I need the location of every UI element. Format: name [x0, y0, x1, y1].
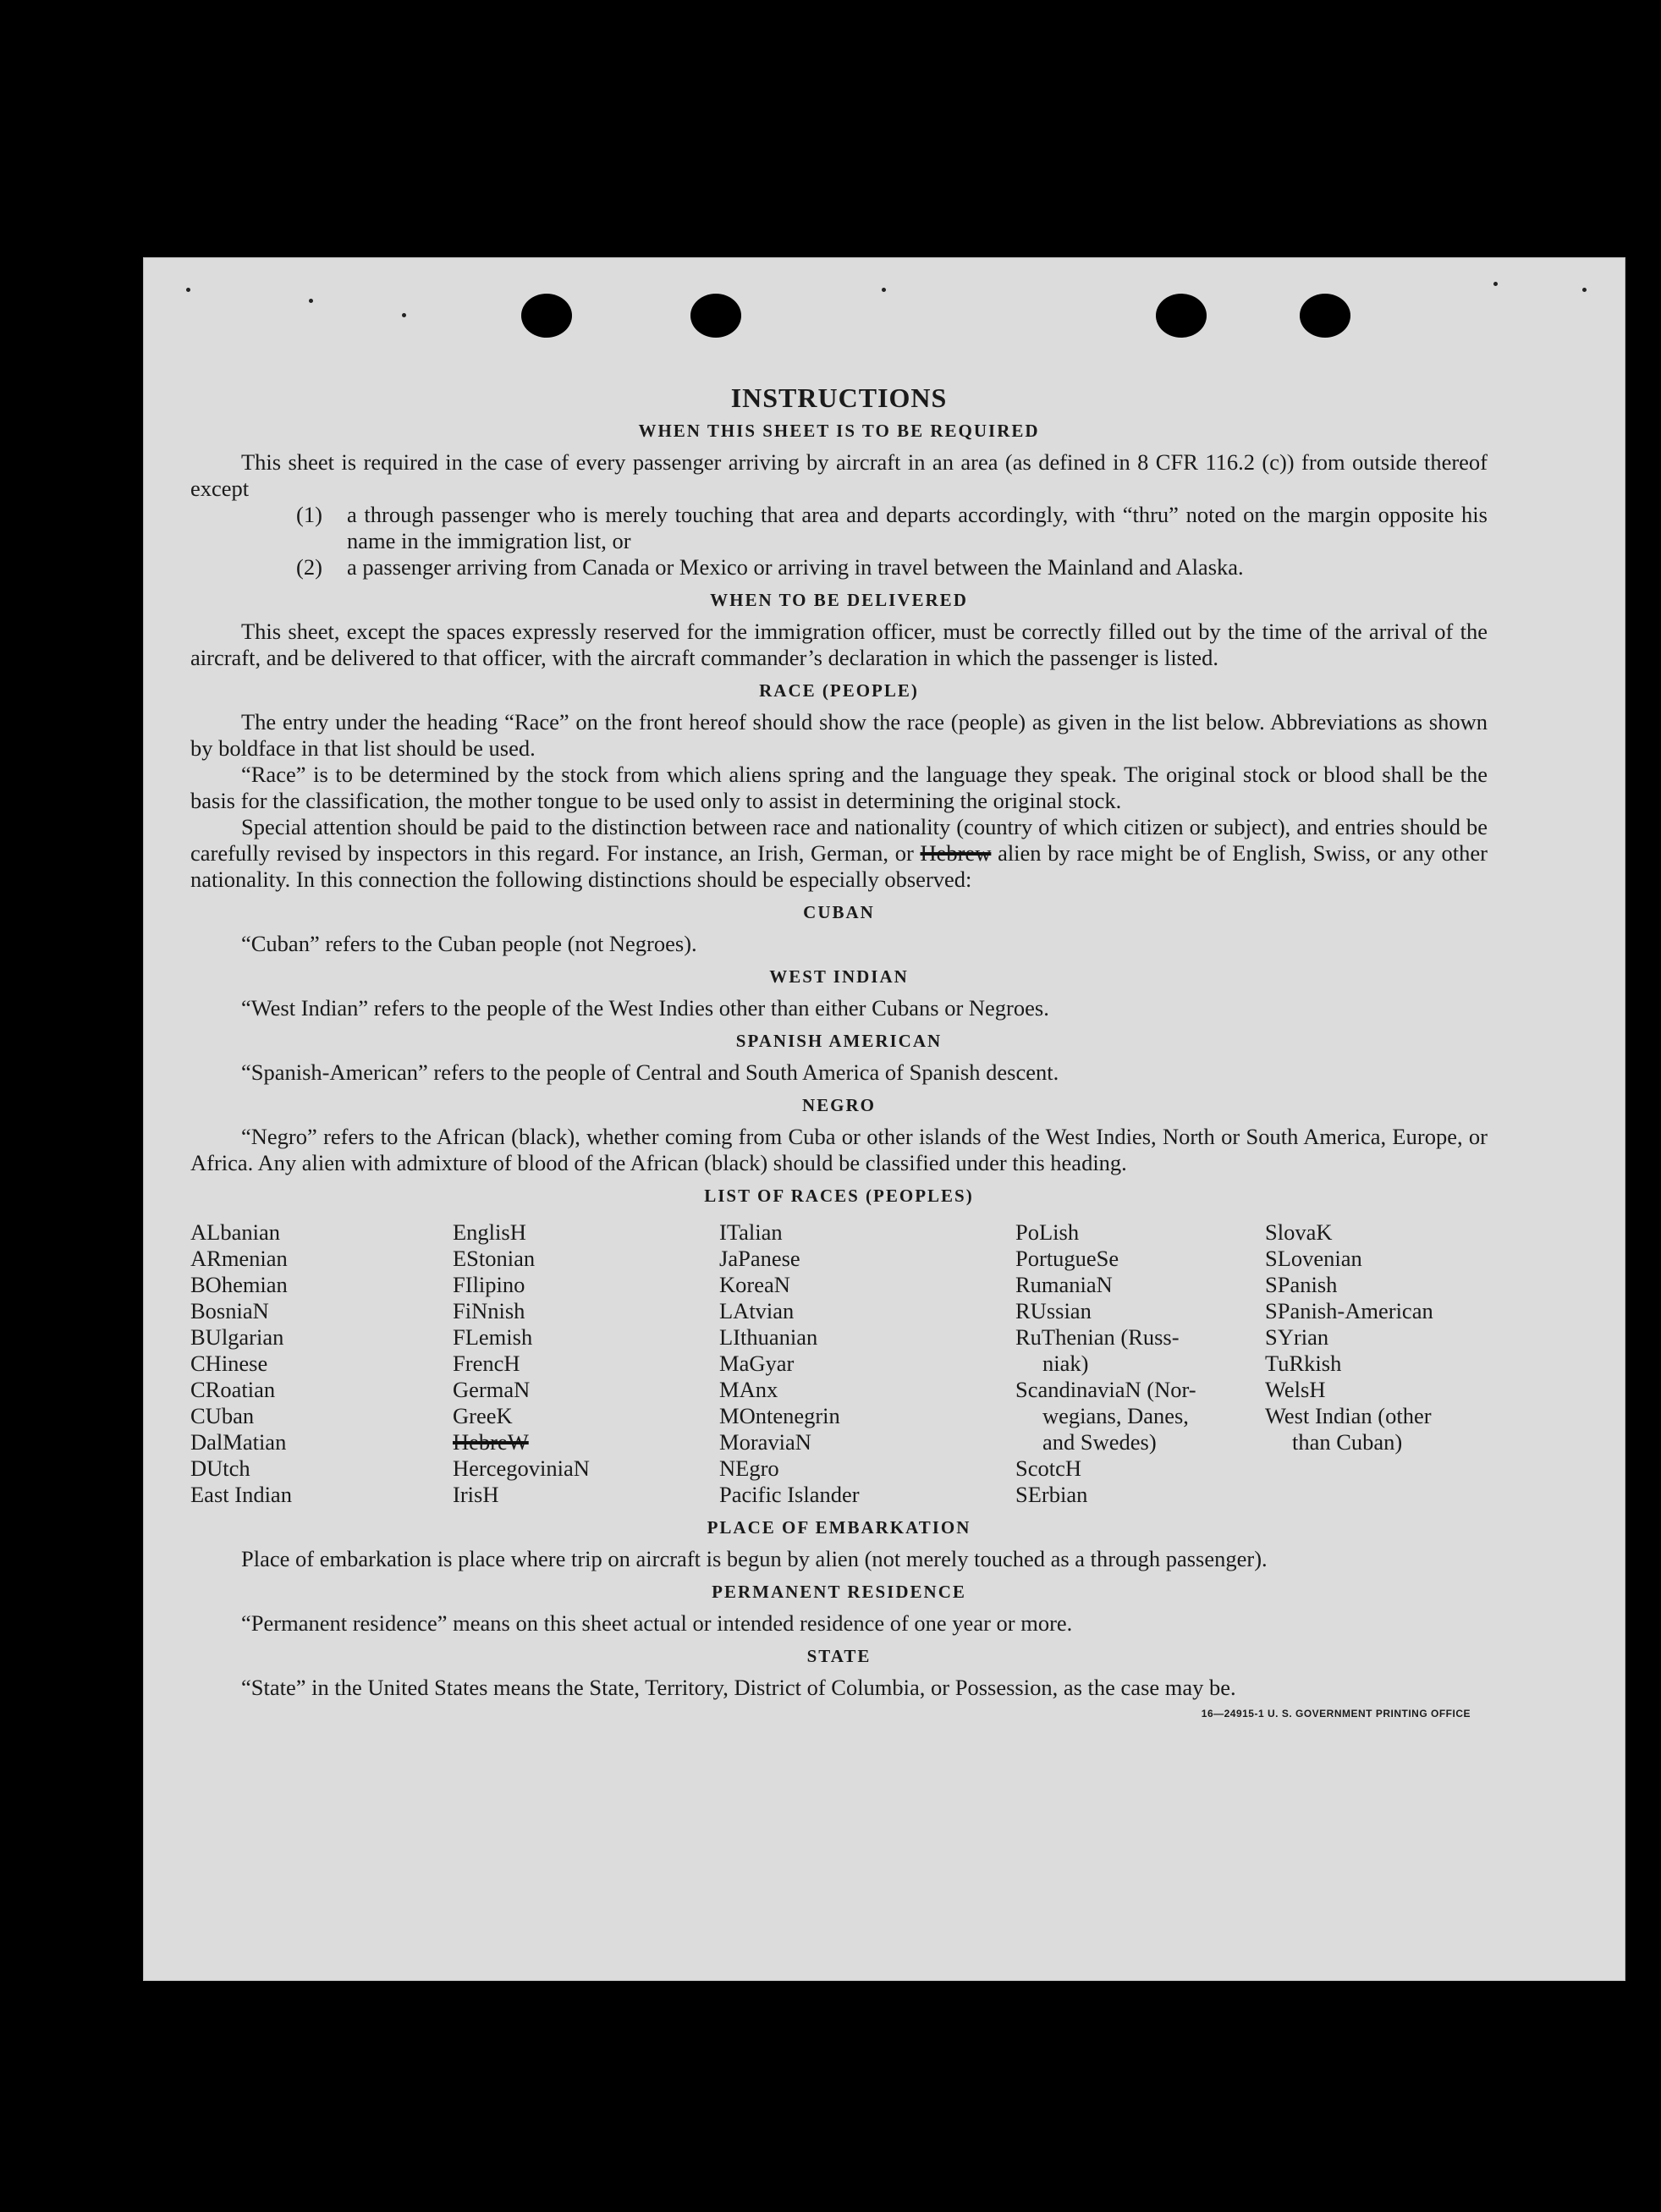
item-text: a through passenger who is merely touching that area and departs accordingly, with “thru” noted on the margin opposite his name in the immigration list, or — [347, 502, 1488, 553]
section-heading-spanish-american: SPANISH AMERICAN — [735, 1031, 943, 1051]
paragraph-race-2: “Race” is to be determined by the stock from which aliens spring and the language they speak. The original stock or blood shall be the basis for the classification, the mother tongue to be used only to assist in determining the original stock. — [190, 762, 1488, 813]
race-entry: FIlipino — [453, 1272, 525, 1297]
race-entry: ScandinaviaN (Nor- — [1015, 1377, 1196, 1402]
race-entry: GermaN — [453, 1377, 531, 1402]
race-entry: SLovenian — [1265, 1246, 1362, 1271]
section-heading-race: RACE (PEOPLE) — [759, 680, 919, 701]
paragraph-state: “State” in the United States means the State, Territory, District of Columbia, or Possession, as the case may be. — [241, 1675, 1236, 1700]
race-entry: MaGyar — [719, 1351, 795, 1376]
race-entry: MOntenegrin — [719, 1403, 840, 1428]
speck — [1582, 288, 1587, 292]
race-entry: wegians, Danes, — [1042, 1403, 1189, 1428]
race-entry: EStonian — [453, 1246, 536, 1271]
list-item — [190, 502, 1488, 554]
paragraph-embarkation: Place of embarkation is place where trip on aircraft is begun by alien (not merely touched as a through passenger). — [241, 1546, 1268, 1571]
race-entry: CUban — [190, 1403, 255, 1428]
item-number: (1) — [296, 502, 322, 527]
punch-hole — [1300, 294, 1350, 338]
race-entry: West Indian (other — [1265, 1403, 1432, 1428]
race-entry: HercegoviniaN — [453, 1455, 590, 1481]
race-entry: SPanish — [1265, 1272, 1338, 1297]
race-entry: WelsH — [1265, 1377, 1326, 1402]
race-entry: NEgro — [719, 1455, 779, 1481]
race-entry: BosniaN — [190, 1298, 269, 1323]
race-entry: FLemish — [453, 1324, 533, 1350]
race-entry: SlovaK — [1265, 1219, 1333, 1245]
race-entry: RumaniaN — [1015, 1272, 1113, 1297]
punch-hole — [521, 294, 572, 338]
section-heading-state: STATE — [806, 1646, 872, 1666]
races-column — [453, 1219, 719, 1508]
paragraph-spanish-american: “Spanish-American” refers to the people of Central and South America of Spanish descent. — [241, 1059, 1059, 1085]
race-entry: JaPanese — [719, 1246, 800, 1271]
race-entry: ARmenian — [190, 1246, 288, 1271]
race-entry: DUtch — [190, 1455, 250, 1481]
paragraph-race-3-start: Special attention should be paid to the distinction between race and nationality (country of which citizen or subject), and entries should be carefully revised by inspectors in this regard. For instance, an Irish, German, or — [190, 814, 1488, 866]
punch-hole — [690, 294, 741, 338]
races-column — [190, 1219, 453, 1508]
footer — [190, 1701, 1488, 1727]
paragraph-negro: “Negro” refers to the African (black), whether coming from Cuba or other islands of the West Indies, North or South America, Europe, or Africa. Any alien with admixture of blood of the African (black) should be classified under this heading. — [190, 1124, 1488, 1175]
races-column — [1265, 1219, 1488, 1508]
section-heading-west-indian: WEST INDIAN — [769, 966, 909, 987]
section-heading-embarkation: PLACE OF EMBARKATION — [707, 1517, 971, 1538]
race-entry: GreeK — [453, 1403, 513, 1428]
paragraph-race-3 — [190, 814, 1488, 893]
struck-word: Hebrew — [920, 840, 992, 866]
page-title: INSTRUCTIONS — [730, 382, 948, 413]
section-heading-delivered: WHEN TO BE DELIVERED — [710, 590, 968, 610]
races-list — [190, 1219, 1488, 1508]
race-entry: SYrian — [1265, 1324, 1329, 1350]
race-entry: LIthuanian — [719, 1324, 818, 1350]
race-entry: MAnx — [719, 1377, 778, 1402]
race-entry: Pacific Islander — [719, 1482, 860, 1507]
race-entry: KoreaN — [719, 1272, 790, 1297]
race-entry: PortugueSe — [1015, 1246, 1119, 1271]
race-entry: MoraviaN — [719, 1429, 811, 1455]
race-entry: SErbian — [1015, 1482, 1088, 1507]
document-sheet — [144, 258, 1625, 1980]
punch-hole — [1156, 294, 1207, 338]
speck — [1493, 282, 1498, 286]
race-entry: LAtvian — [719, 1298, 795, 1323]
section-heading-list: LIST OF RACES (PEOPLES) — [704, 1186, 974, 1206]
race-entry: East Indian — [190, 1482, 292, 1507]
race-entry: and Swedes) — [1042, 1429, 1157, 1455]
paragraph-required: This sheet is required in the case of every passenger arriving by aircraft in an area (as defined in 8 CFR 116.2 (c)) from outside thereof except — [190, 449, 1488, 501]
race-entry: RUssian — [1015, 1298, 1092, 1323]
paragraph-west-indian: “West Indian” refers to the people of the West Indies other than either Cubans or Negroes. — [241, 995, 1049, 1021]
races-column — [719, 1219, 1015, 1508]
race-entry: CHinese — [190, 1351, 268, 1376]
paragraph-race-1: The entry under the heading “Race” on the front hereof should show the race (people) as given in the list below. Abbreviations as shown by boldface in that list should be used. — [190, 709, 1488, 761]
race-entry: TuRkish — [1265, 1351, 1342, 1376]
race-entry: than Cuban) — [1292, 1429, 1403, 1455]
instructions-document — [190, 382, 1488, 1727]
item-text: a passenger arriving from Canada or Mexico or arriving in travel between the Mainland and Alaska. — [347, 554, 1244, 580]
race-entry: ALbanian — [190, 1219, 280, 1245]
race-entry: CRoatian — [190, 1377, 276, 1402]
paragraph-race-3-end: alien by race might be of English, Swiss, or any other nationality. In this connection the following distinctions should be especially observed: — [190, 840, 1488, 892]
race-entry: niak) — [1042, 1351, 1089, 1376]
race-entry: HebreW — [453, 1429, 529, 1455]
paragraph-cuban: “Cuban” refers to the Cuban people (not Negroes). — [241, 931, 697, 956]
paragraph-residence: “Permanent residence” means on this sheet actual or intended residence of one year or more. — [241, 1610, 1073, 1636]
races-column — [1015, 1219, 1265, 1508]
list-item — [190, 554, 1488, 581]
race-entry: EnglisH — [453, 1219, 526, 1245]
race-entry: ScotcH — [1015, 1455, 1082, 1481]
section-heading-residence: PERMANENT RESIDENCE — [712, 1582, 966, 1602]
speck — [186, 288, 190, 292]
race-entry: SPanish-American — [1265, 1298, 1433, 1323]
race-entry: BUlgarian — [190, 1324, 284, 1350]
race-entry: PoLish — [1015, 1219, 1080, 1245]
printer-imprint: 16—24915-1 U. S. GOVERNMENT PRINTING OFFICE — [1201, 1708, 1471, 1720]
race-entry: FrencH — [453, 1351, 520, 1376]
item-number: (2) — [296, 554, 322, 580]
race-entry: IrisH — [453, 1482, 499, 1507]
race-entry: FiNnish — [453, 1298, 525, 1323]
race-entry: BOhemian — [190, 1272, 288, 1297]
speck — [402, 313, 406, 317]
section-heading-negro: NEGRO — [801, 1095, 876, 1115]
paragraph-delivered: This sheet, except the spaces expressly reserved for the immigration officer, must be correctly filled out by the time of the arrival of the aircraft, and be delivered to that officer, with the aircraft commander’s declaration in which the passenger is listed. — [190, 619, 1488, 670]
section-heading-cuban: CUBAN — [803, 902, 875, 922]
speck — [309, 299, 313, 303]
speck — [882, 288, 886, 292]
race-entry: DalMatian — [190, 1429, 287, 1455]
race-entry: ITalian — [719, 1219, 783, 1245]
section-heading-required: WHEN THIS SHEET IS TO BE REQUIRED — [638, 421, 1040, 441]
race-entry: RuThenian (Russ- — [1015, 1324, 1180, 1350]
